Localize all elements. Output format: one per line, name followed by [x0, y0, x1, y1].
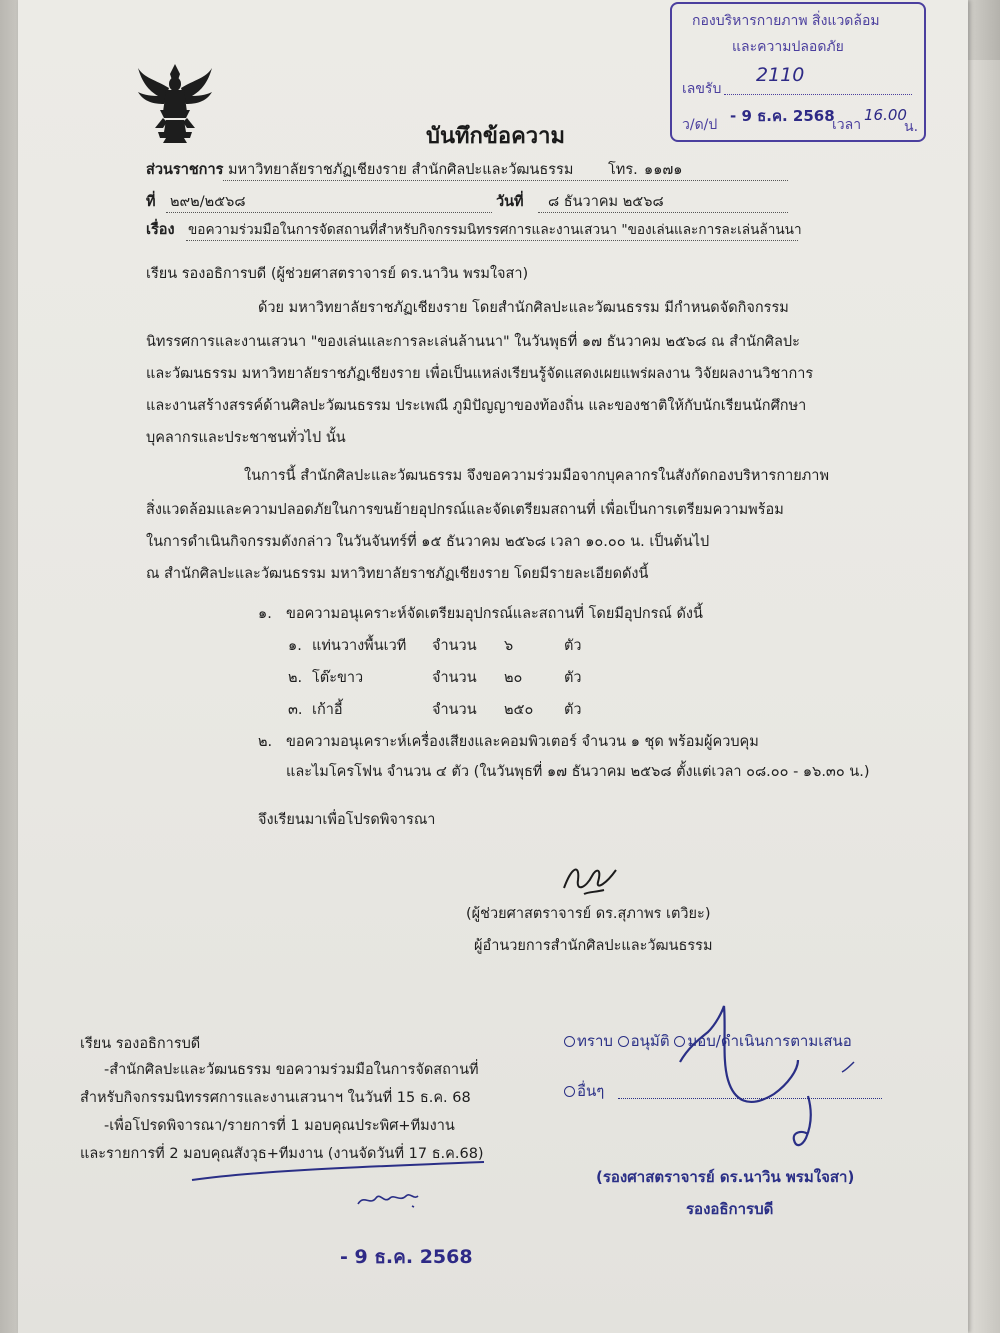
equipment-qty-label: จำนวน [432, 670, 477, 686]
stamp-time-value: 16.00 [864, 106, 907, 124]
p2-line: ณ สำนักศิลปะและวัฒนธรรม มหาวิทยาลัยราชภัฏเชียงราย โดยมีรายละเอียดดังนี้ [146, 566, 649, 582]
memo-document [18, 0, 968, 1333]
memo-line: และรายการที่ 2 มอบคุณสังวุธ+ทีมงาน (งานจัดวันที่ 17 ธ.ค.68) [80, 1146, 484, 1162]
stamp-org-line1: กองบริหารกายภาพ สิ่งแวดล้อม [692, 13, 880, 29]
doc-no-label: ที่ [146, 194, 156, 210]
memo-line: -เพื่อโปรดพิจารณา/รายการที่ 1 มอบคุณประพิศ+ทีมงาน [104, 1118, 455, 1134]
director-name: (ผู้ช่วยศาสตราจารย์ ดร.สุภาพร เตวิยะ) [466, 906, 711, 922]
stamp-date-label: ว/ด/ป [682, 117, 718, 133]
approver-position: รองอธิการบดี [686, 1200, 774, 1218]
memo-line: -สำนักศิลปะและวัฒนธรรม ขอความร่วมมือในการจัดสถานที่ [104, 1062, 479, 1078]
opt-approve: อนุมัติ [630, 1032, 670, 1050]
p2-line: สิ่งแวดล้อมและความปลอดภัยในการขนย้ายอุปกรณ์และจัดเตรียมสถานที่ เพื่อเป็นการเตรียมความพร้อม [146, 502, 784, 518]
memo-underline-mark [188, 1160, 488, 1182]
approver-name: (รองศาสตราจารย์ ดร.นาวิน พรมใจสา) [596, 1168, 855, 1186]
equipment-unit: ตัว [564, 638, 582, 654]
equipment-unit: ตัว [564, 702, 582, 718]
document-title: บันทึกข้อความ [426, 124, 566, 149]
item2-line1: ขอความอนุเคราะห์เครื่องเสียงและคอมพิวเตอร์ จำนวน ๑ ชุด พร้อมผู้ควบคุม [286, 734, 759, 750]
p1-line: นิทรรศการและงานเสวนา "ของเล่นและการละเล่นล้านนา" ในวันพุธที่ ๑๗ ธันวาคม ๒๕๖๘ ณ สำนักศิลปะ [146, 334, 800, 350]
p1-line: และวัฒนธรรม มหาวิทยาลัยราชภัฏเชียงราย เพื่อเป็นแหล่งเรียนรู้จัดแสดงเผยแพร่ผลงาน วิจัยผลงานวิชาการ [146, 366, 814, 382]
equipment-name: เก้าอี้ [312, 702, 343, 718]
subject-value: ขอความร่วมมือในการจัดสถานที่สำหรับกิจกรรมนิทรรศการและงานเสวนา "ของเล่นและการละเล่นล้านนา [188, 222, 802, 238]
equipment-name: แท่นวางพื้นเวที [312, 638, 407, 654]
equipment-qty: ๒๕๐ [504, 702, 534, 718]
agency-label: ส่วนราชการ [146, 162, 224, 178]
p2-line: ในการนี้ สำนักศิลปะและวัฒนธรรม จึงขอความร่วมมือจากบุคลากรในสังกัดกองบริหารกายภาพ [244, 468, 830, 484]
director-position: ผู้อำนวยการสำนักศิลปะและวัฒนธรรม [474, 938, 713, 954]
equipment-no: ๒. [288, 670, 303, 686]
director-signature [558, 858, 628, 900]
approve-checkbox[interactable] [618, 1036, 629, 1047]
stamp-org-line2: และความปลอดภัย [732, 39, 844, 55]
equipment-name: โต๊ะขาว [312, 670, 364, 686]
tel-label: โทร. [608, 162, 638, 178]
tel-value: ๑๑๗๑ [644, 162, 683, 178]
p1-line: ด้วย มหาวิทยาลัยราชภัฏเชียงราย โดยสำนักศิลปะและวัฒนธรรม มีกำหนดจัดกิจกรรม [258, 300, 789, 316]
stamp-recv-label: เลขรับ [682, 81, 722, 97]
opt-acknowledge: ทราบ [577, 1032, 613, 1050]
closing-line: จึงเรียนมาเพื่อโปรดพิจารณา [258, 812, 436, 828]
equipment-qty-label: จำนวน [432, 638, 477, 654]
stamp-time-unit: น. [904, 119, 919, 135]
opt-assign: มอบ/ดำเนินการตามเสนอ [687, 1032, 852, 1050]
stamp-recv-no: 2110 [756, 64, 805, 86]
approver-signature [678, 1000, 838, 1160]
memo-line: สำหรับกิจกรรมนิทรรศการและงานเสวนาฯ ในวันที่ 15 ธ.ค. 68 [80, 1090, 471, 1106]
equipment-qty: ๒๐ [504, 670, 523, 686]
acknowledge-checkbox[interactable] [564, 1036, 575, 1047]
item1-number: ๑. [258, 606, 272, 622]
doc-date-label: วันที่ [496, 194, 524, 210]
memo-initials [354, 1186, 424, 1212]
p1-line: และงานสร้างสรรค์ด้านศิลปะวัฒนธรรม ประเพณี ภูมิปัญญาของท้องถิ่น และของชาติให้กับนักเรียนนักศึกษา [146, 398, 807, 414]
doc-date-value: ๘ ธันวาคม ๒๕๖๘ [548, 194, 664, 210]
memo-date-stamp: - 9 ธ.ค. 2568 [340, 1246, 473, 1268]
stamp-date-value: - 9 ธ.ค. 2568 [730, 107, 835, 125]
other-checkbox[interactable] [564, 1086, 575, 1097]
memo-to: เรียน รองอธิการบดี [80, 1036, 201, 1052]
item2-line2: และไมโครโฟน จำนวน ๔ ตัว (ในวันพุธที่ ๑๗ ธันวาคม ๒๕๖๘ ตั้งแต่เวลา ๐๘.๐๐ - ๑๖.๓๐ น.) [286, 764, 870, 780]
opt-other: อื่นๆ [577, 1082, 605, 1100]
item2-number: ๒. [258, 734, 273, 750]
equipment-unit: ตัว [564, 670, 582, 686]
agency-value: มหาวิทยาลัยราชภัฏเชียงราย สำนักศิลปะและวัฒนธรรม [228, 162, 574, 178]
equipment-no: ๑. [288, 638, 302, 654]
receiving-stamp [670, 2, 926, 142]
equipment-qty-label: จำนวน [432, 702, 477, 718]
garuda-emblem [136, 62, 214, 144]
to-line: เรียน รองอธิการบดี (ผู้ช่วยศาสตราจารย์ ดร.นาวิน พรมใจสา) [146, 266, 529, 282]
item1-text: ขอความอนุเคราะห์จัดเตรียมอุปกรณ์และสถานที่ โดยมีอุปกรณ์ ดังนี้ [286, 606, 703, 622]
p1-line: บุคลากรและประชาชนทั่วไป นั้น [146, 430, 346, 446]
approval-other-row [564, 1082, 604, 1100]
subject-label: เรื่อง [146, 222, 175, 238]
equipment-qty: ๖ [504, 638, 514, 654]
stamp-time-label: เวลา [832, 117, 862, 133]
doc-no-value: ๒๙๒/๒๕๖๘ [170, 194, 246, 210]
equipment-no: ๓. [288, 702, 303, 718]
p2-line: ในการดำเนินกิจกรรมดังกล่าว ในวันจันทร์ที่ ๑๕ ธันวาคม ๒๕๖๘ เวลา ๑๐.๐๐ น. เป็นต้นไป [146, 534, 710, 550]
